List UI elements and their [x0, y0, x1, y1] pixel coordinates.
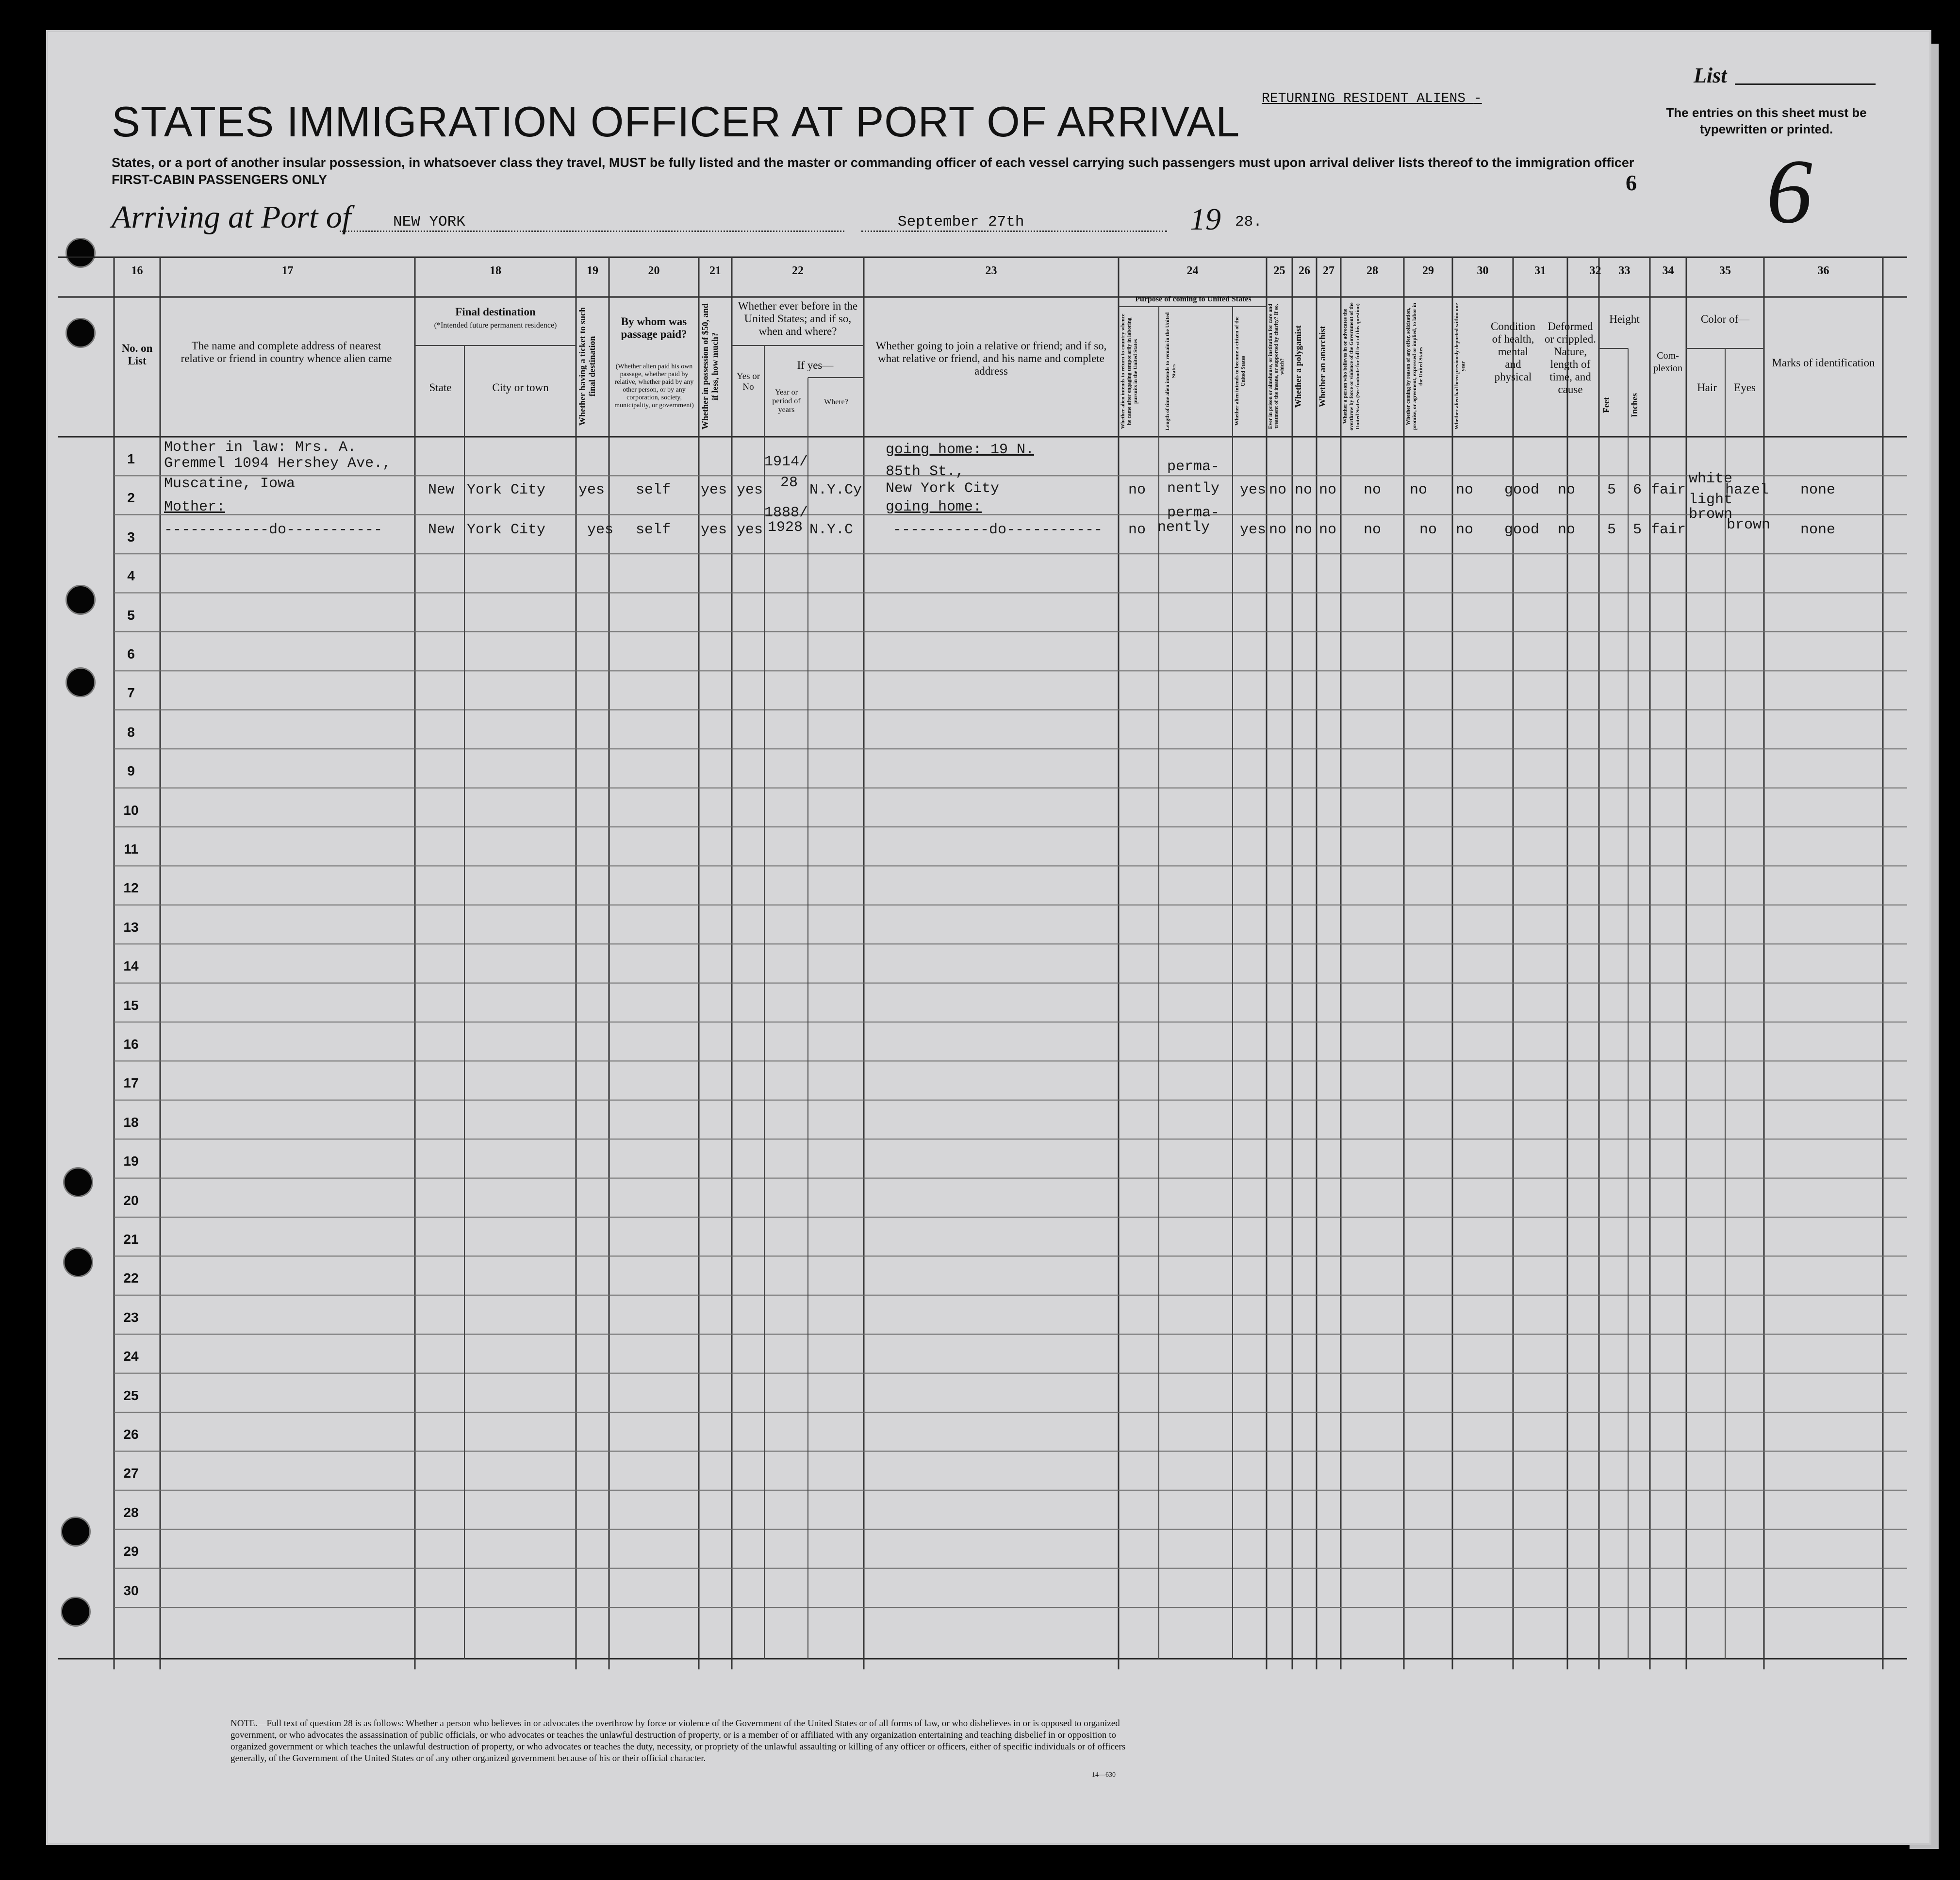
- row-number: 9: [127, 763, 135, 779]
- year-value: 28: [780, 475, 798, 491]
- year-value: 1888/: [764, 505, 808, 521]
- header-overthrow: Whether a person who believes in or advocates the overthrow by force or violence of the Government of the United States (See footnote for full text of this question): [1342, 302, 1361, 430]
- join-relative-value: 85th St.,: [886, 463, 965, 480]
- row-number: 19: [123, 1154, 139, 1169]
- relative-address: Mother:: [164, 499, 226, 515]
- row-number: 1: [127, 451, 135, 466]
- ticket-value: yes: [578, 482, 605, 498]
- length-of-stay-value: perma-: [1167, 505, 1220, 521]
- header-length-of-stay: Length of time alien intends to remain in the United States: [1165, 312, 1177, 430]
- destination-city: York City: [467, 522, 546, 538]
- sheet-number-handwritten: 6: [1766, 141, 1812, 243]
- class-line: FIRST-CABIN PASSENGERS ONLY: [112, 172, 328, 187]
- header-purpose: Purpose of coming to United States: [1135, 295, 1252, 303]
- join-relative-value: New York City: [886, 480, 1000, 497]
- year-value: 28.: [1235, 214, 1262, 231]
- health-value: good: [1504, 522, 1540, 538]
- fifty-value: yes: [701, 482, 727, 498]
- row-number: 22: [123, 1270, 139, 1286]
- relative-address: Muscatine, Iowa: [164, 476, 296, 492]
- header-height: Height: [1609, 313, 1640, 325]
- complexion-value: fair: [1651, 482, 1686, 498]
- arriving-label: Arriving at Port of: [112, 199, 351, 235]
- header-labor-offer: Whether coming by reason of any offer, solicitation, promise, or agreement, expressed or implied, to labor in the United States: [1405, 303, 1424, 430]
- column-number: 24: [1186, 264, 1199, 277]
- column-number: 20: [648, 264, 660, 277]
- year-prefix: 19: [1190, 202, 1221, 236]
- date-value: September 27th: [898, 214, 1024, 231]
- header-complexion: Com-plexion: [1653, 350, 1682, 374]
- return-country-value: no: [1128, 482, 1146, 498]
- labor-value: no: [1419, 522, 1437, 538]
- column-number: 27: [1323, 264, 1334, 277]
- row-number: 25: [123, 1387, 139, 1403]
- citizen-value: yes: [1240, 522, 1267, 538]
- form-number: 14—630: [1092, 1771, 1116, 1779]
- join-relative-value: -----------do-----------: [893, 522, 1103, 538]
- header-hair: Hair: [1697, 381, 1717, 394]
- header-join-relative: Whether going to join a relative or friend; and if so, what relative or friend, and his name and complete address: [875, 340, 1107, 377]
- column-number: 32: [1589, 264, 1601, 277]
- where-value: N.Y.C: [809, 522, 854, 538]
- header-health: Condition of health, mental and physical: [1490, 320, 1535, 383]
- column-number: 29: [1422, 264, 1434, 277]
- row-number: 20: [123, 1192, 139, 1208]
- row-number: 2: [127, 490, 135, 506]
- row-number: 3: [127, 529, 135, 544]
- before-value: yes: [737, 482, 763, 498]
- column-number: 28: [1367, 264, 1378, 277]
- hair-value: white: [1689, 471, 1733, 487]
- returning-dash: -: [1473, 91, 1482, 106]
- eyes-value: hazel: [1725, 482, 1769, 498]
- header-if-yes: If yes—: [797, 359, 834, 371]
- health-value: good: [1504, 482, 1540, 498]
- header-anarchist: Whether an anarchist: [1318, 326, 1327, 407]
- header-where: Where?: [824, 398, 848, 406]
- row-number: 10: [123, 802, 139, 818]
- destination-state: New: [428, 522, 455, 538]
- row-number: 14: [123, 958, 139, 974]
- list-label: List: [1694, 64, 1727, 87]
- returning-label: RETURNING RESIDENT ALIENS: [1262, 91, 1466, 106]
- prison-value: no: [1269, 482, 1287, 498]
- passage-paid-value: self: [636, 482, 671, 498]
- marks-value: none: [1800, 522, 1836, 538]
- instructions-line: States, or a port of another insular possession, in whatsoever class they travel, MUST be fully listed and the master or commanding officer of each vessel carrying such passengers must upon arrival deliver lists thereof to the immigration officer: [112, 155, 1634, 170]
- header-yes-or-no: Yes or No: [736, 371, 760, 392]
- footnote: NOTE.—Full text of question 28 is as follows: Whether a person who believes in or advocates the overthrow by force or violence of the Government of the United States or of all forms of law, or who disbelieves in or is opposed to organized government, or who advocates the assassination of public officials, or who advocates or teaches the unlawful destruction of property, or is a member of or affiliated with any organization entertaining and teaching disbelief in or opposition to organized government or which teaches the unlawful destruction of property, or who advocates or teaches the duty, necessity, or propriety of the unlawful assaulting or killing of any officer or officers, either of specific individuals or of officers generally, of the Government of the United States or of any other organized government because of his or their official character.: [231, 1718, 1126, 1764]
- header-nearest-relative: The name and complete address of nearest relative or friend in country whence alien came: [181, 340, 392, 364]
- row-number: 23: [123, 1309, 139, 1325]
- column-number: 18: [490, 264, 501, 277]
- row-number: 12: [123, 880, 139, 896]
- column-number: 35: [1719, 264, 1731, 277]
- row-number: 24: [123, 1349, 139, 1364]
- column-number: 17: [281, 264, 294, 277]
- row-number: 29: [123, 1544, 139, 1559]
- header-final-destination-note: (*Intended future permanent residence): [434, 321, 557, 330]
- column-number: 33: [1618, 264, 1631, 277]
- header-ever-before: Whether ever before in the United States; and if so, when and where?: [738, 300, 858, 337]
- column-number: 22: [792, 264, 804, 277]
- destination-city: York City: [467, 482, 546, 498]
- labor-value: no: [1410, 482, 1428, 498]
- inches-value: 6: [1633, 482, 1642, 498]
- header-final-destination: Final destination: [455, 306, 536, 318]
- header-marks: Marks of identification: [1772, 357, 1875, 369]
- relative-address: ------------do-----------: [164, 522, 383, 538]
- relative-address: Mother in law: Mrs. A.: [164, 439, 357, 456]
- length-of-stay-value: perma-: [1167, 459, 1220, 475]
- header-fifty-dollars: Whether in possession of $50, and if less, how much?: [700, 303, 720, 429]
- deported-value: no: [1456, 482, 1474, 498]
- row-number: 27: [123, 1466, 139, 1481]
- header-ticket: Whether having a ticket to such final destination: [577, 307, 597, 426]
- row-number: 18: [123, 1114, 139, 1130]
- column-number: 23: [985, 264, 997, 277]
- inches-value: 5: [1633, 522, 1642, 538]
- before-value: yes: [737, 522, 763, 538]
- column-number: 16: [131, 264, 143, 277]
- row-number: 26: [123, 1427, 139, 1442]
- destination-state: New: [428, 482, 455, 498]
- fifty-value: yes: [701, 522, 727, 538]
- row-number: 6: [127, 646, 135, 661]
- complexion-value: fair: [1651, 522, 1686, 538]
- passage-paid-value: self: [636, 522, 671, 538]
- column-number: 21: [709, 264, 721, 277]
- row-number: 11: [124, 841, 138, 857]
- anarchist-value: no: [1319, 522, 1337, 538]
- column-number: 36: [1817, 264, 1829, 277]
- marks-value: none: [1800, 482, 1836, 498]
- length-of-stay-value: nently: [1157, 519, 1210, 536]
- row-number: 28: [123, 1504, 139, 1520]
- overthrow-value: no: [1364, 522, 1382, 538]
- header-deformed: Deformed or crippled. Nature, length of time, and cause: [1544, 320, 1596, 396]
- feet-value: 5: [1607, 482, 1616, 498]
- row-number: 30: [123, 1583, 139, 1598]
- header-no-on-list: No. on List: [121, 342, 153, 367]
- header-return-country: Whether alien intends to return to country whence he came after engaging temporarily in laboring pursuits in the United States: [1120, 313, 1138, 429]
- anarchist-value: no: [1319, 482, 1337, 498]
- deported-value: no: [1456, 522, 1474, 538]
- deformed-value: no: [1558, 522, 1576, 538]
- port-value: NEW YORK: [393, 214, 465, 231]
- header-passage-paid: By whom was passage paid?: [621, 315, 687, 340]
- header-eyes: Eyes: [1734, 381, 1756, 394]
- deformed-value: no: [1558, 482, 1576, 498]
- column-number: 34: [1662, 264, 1674, 277]
- header-become-citizen: Whether alien intends to become a citizen of the United States: [1234, 316, 1246, 426]
- length-of-stay-value: nently: [1167, 480, 1220, 497]
- overthrow-value: no: [1364, 482, 1382, 498]
- eyes-value: brown: [1727, 517, 1771, 533]
- polygamist-value: no: [1295, 522, 1313, 538]
- relative-address: Gremmel 1094 Hershey Ave.,: [164, 455, 392, 472]
- column-number: 31: [1534, 264, 1546, 277]
- header-state: State: [429, 381, 452, 394]
- sheet-number-small: 6: [1626, 170, 1637, 195]
- hair-value: light brown: [1689, 492, 1733, 523]
- column-number: 25: [1273, 264, 1285, 277]
- page-title: STATES IMMIGRATION OFFICER AT PORT OF ARRIVAL: [112, 98, 1240, 146]
- row-number: 15: [123, 997, 139, 1013]
- header-city: City or town: [492, 381, 549, 394]
- join-relative-value: going home:: [886, 499, 982, 515]
- where-value: N.Y.Cy: [809, 482, 862, 498]
- polygamist-value: no: [1295, 482, 1313, 498]
- row-number: 13: [123, 919, 139, 935]
- header-inches: Inches: [1630, 393, 1639, 418]
- prison-value: no: [1269, 522, 1287, 538]
- header-prison: Ever in prison or almshouse, or institution for care and treatment of the insane, or supported by charity? If so, which?: [1268, 303, 1285, 429]
- row-number: 8: [127, 724, 135, 740]
- header-feet: Feet: [1601, 397, 1611, 413]
- header-year: Year or period of years: [772, 388, 801, 414]
- ticket-value: yes: [587, 522, 614, 538]
- row-number: 17: [123, 1075, 139, 1091]
- column-number: 19: [587, 264, 598, 277]
- entries-note: The entries on this sheet must be typewritten or printed.: [1666, 105, 1867, 136]
- row-number: 4: [127, 568, 135, 584]
- feet-value: 5: [1607, 522, 1616, 538]
- citizen-value: yes: [1240, 482, 1267, 498]
- header-deported: Whether alien had been previously deported within one year: [1454, 303, 1466, 430]
- return-country-value: no: [1128, 522, 1146, 538]
- header-passage-paid-note: (Whether alien paid his own passage, whether paid by relative, whether paid by any other person, or by any corporation, society, municipality, or government): [614, 363, 694, 409]
- join-relative-value: going home: 19 N.: [886, 442, 1035, 458]
- year-value: 1914/: [764, 454, 808, 470]
- header-color-of: Color of—: [1700, 313, 1750, 325]
- column-number: 30: [1477, 264, 1489, 277]
- column-number: 26: [1299, 264, 1310, 277]
- header-polygamist: Whether a polygamist: [1293, 325, 1303, 408]
- row-number: 21: [123, 1232, 139, 1247]
- row-number: 5: [127, 607, 135, 623]
- row-number: 7: [127, 685, 135, 701]
- row-number: 16: [123, 1037, 139, 1052]
- year-value: 1928: [768, 519, 803, 536]
